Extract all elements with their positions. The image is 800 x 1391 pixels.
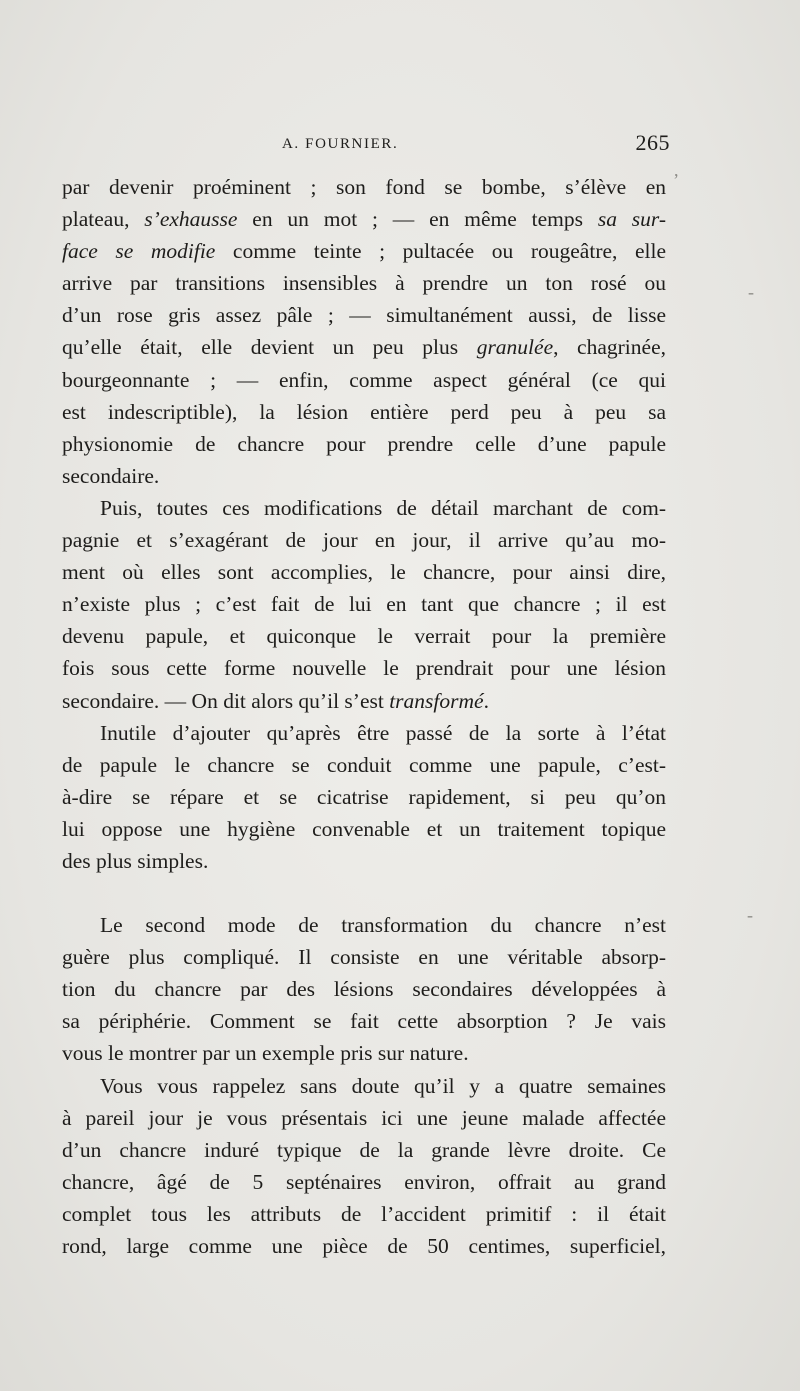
text-line (62, 331, 666, 363)
text-run: bourgeonnante ; — enfin, comme aspect général (ce qui (62, 367, 666, 392)
text-run: , chagrinée, (553, 335, 666, 360)
text-run: sa périphérie. Comment se fait cette absorption ? Je vais (62, 1009, 666, 1034)
text-run: d’un chancre induré typique de la grande lèvre droite. Ce (62, 1137, 666, 1162)
text-run: ment où elles sont accomplies, le chancre, pour ainsi dire, (62, 560, 666, 585)
text-run: à-dire se répare et se cicatrise rapidement, si peu qu’on (62, 784, 666, 809)
text-line (62, 685, 666, 717)
running-head: A. FOURNIER. (282, 136, 399, 152)
italic-run: transformé (389, 688, 484, 713)
text-line (62, 813, 666, 845)
text-run: . (483, 688, 489, 713)
text-line (62, 1102, 666, 1134)
text-line (62, 973, 666, 1005)
text-run: de papule le chancre se conduit comme une papule, c’est- (62, 752, 666, 777)
text-line (62, 652, 666, 684)
text-line (62, 299, 666, 331)
text-run: complet tous les attributs de l’accident primitif : il était (62, 1201, 666, 1226)
text-line (62, 717, 666, 749)
text-run: plateau, (62, 207, 145, 232)
speck-mark: - (747, 905, 753, 925)
italic-run: granulée (476, 335, 554, 360)
text-line (62, 1166, 666, 1198)
text-run: secondaire. — On dit alors qu’il s’est (62, 688, 390, 713)
text-line (62, 941, 666, 973)
text-line (62, 909, 666, 941)
text-run: Puis, toutes ces modifications de détail marchant de com- (100, 495, 666, 520)
text-line (62, 203, 666, 235)
text-line (62, 1070, 666, 1102)
text-run: Vous vous rappelez sans doute qu’il y a quatre semaines (100, 1073, 666, 1098)
text-line (62, 1230, 666, 1262)
text-line (62, 235, 666, 267)
text-run: par devenir proéminent ; son fond se bombe, s’élève en (62, 175, 666, 199)
text-run: lui oppose une hygiène convenable et un traitement topique (62, 816, 666, 841)
text-run: qu’elle était, elle devient un peu plus (62, 335, 477, 360)
text-line (62, 171, 666, 203)
text-run: Inutile d’ajouter qu’après être passé de la sorte à l’état (100, 720, 666, 745)
text-run: en un mot ; — en même temps (237, 207, 598, 232)
text-line (62, 492, 666, 524)
text-line (62, 556, 666, 588)
text-run: fois sous cette forme nouvelle le prendrait pour une lésion (62, 656, 666, 681)
text-run: chancre, âgé de 5 septénaires environ, offrait au grand (62, 1169, 666, 1194)
text-run: devenu papule, et quiconque le verrait pour la première (62, 624, 666, 649)
text-run: rond, large comme une pièce de 50 centimes, superficiel, (62, 1234, 666, 1258)
text-run: à pareil jour je vous présentais ici une jeune malade affectée (62, 1105, 666, 1130)
text-run: secondaire. (62, 463, 160, 488)
page-header (62, 130, 670, 170)
page-number: 265 (635, 130, 670, 155)
text-line (62, 428, 666, 460)
text-line (62, 460, 666, 492)
text-run: vous le montrer par un exemple pris sur nature. (62, 1041, 469, 1066)
text-line (62, 781, 666, 813)
text-run: tion du chancre par des lésions secondaires développées à (62, 977, 666, 1002)
text-run: arrive par transitions insensibles à prendre un ton rosé ou (62, 271, 666, 296)
text-line (62, 1005, 666, 1037)
text-run: Le second mode de transformation du chancre n’est (100, 913, 666, 938)
text-run: physionomie de chancre pour prendre celle d’une papule (62, 431, 666, 456)
text-line (62, 524, 666, 556)
paragraph-gap (62, 877, 666, 909)
text-run: comme teinte ; pultacée ou rougeâtre, elle (215, 239, 666, 264)
text-run: d’un rose gris assez pâle ; — simultanément aussi, de lisse (62, 303, 666, 328)
body-text (62, 171, 666, 1262)
italic-run: sa sur- (597, 207, 666, 232)
speck-mark: , (674, 160, 679, 180)
text-line (62, 1037, 666, 1069)
text-line (62, 267, 666, 299)
italic-run: s’exhausse (144, 207, 238, 232)
text-line (62, 749, 666, 781)
text-line (62, 364, 666, 396)
text-run: est indescriptible), la lésion entière perd peu à peu sa (62, 399, 666, 424)
text-run: guère plus compliqué. Il consiste en une véritable absorp- (62, 945, 666, 970)
text-line (62, 588, 666, 620)
speck-mark: - (748, 282, 754, 302)
text-line (62, 845, 666, 877)
italic-run: face se modifie (62, 239, 216, 264)
text-run: des plus simples. (62, 848, 209, 873)
text-line (62, 1198, 666, 1230)
text-line (62, 1134, 666, 1166)
text-line (62, 396, 666, 428)
text-line (62, 620, 666, 652)
text-run: pagnie et s’exagérant de jour en jour, il arrive qu’au mo- (62, 528, 666, 553)
text-run: n’existe plus ; c’est fait de lui en tant que chancre ; il est (62, 592, 666, 617)
